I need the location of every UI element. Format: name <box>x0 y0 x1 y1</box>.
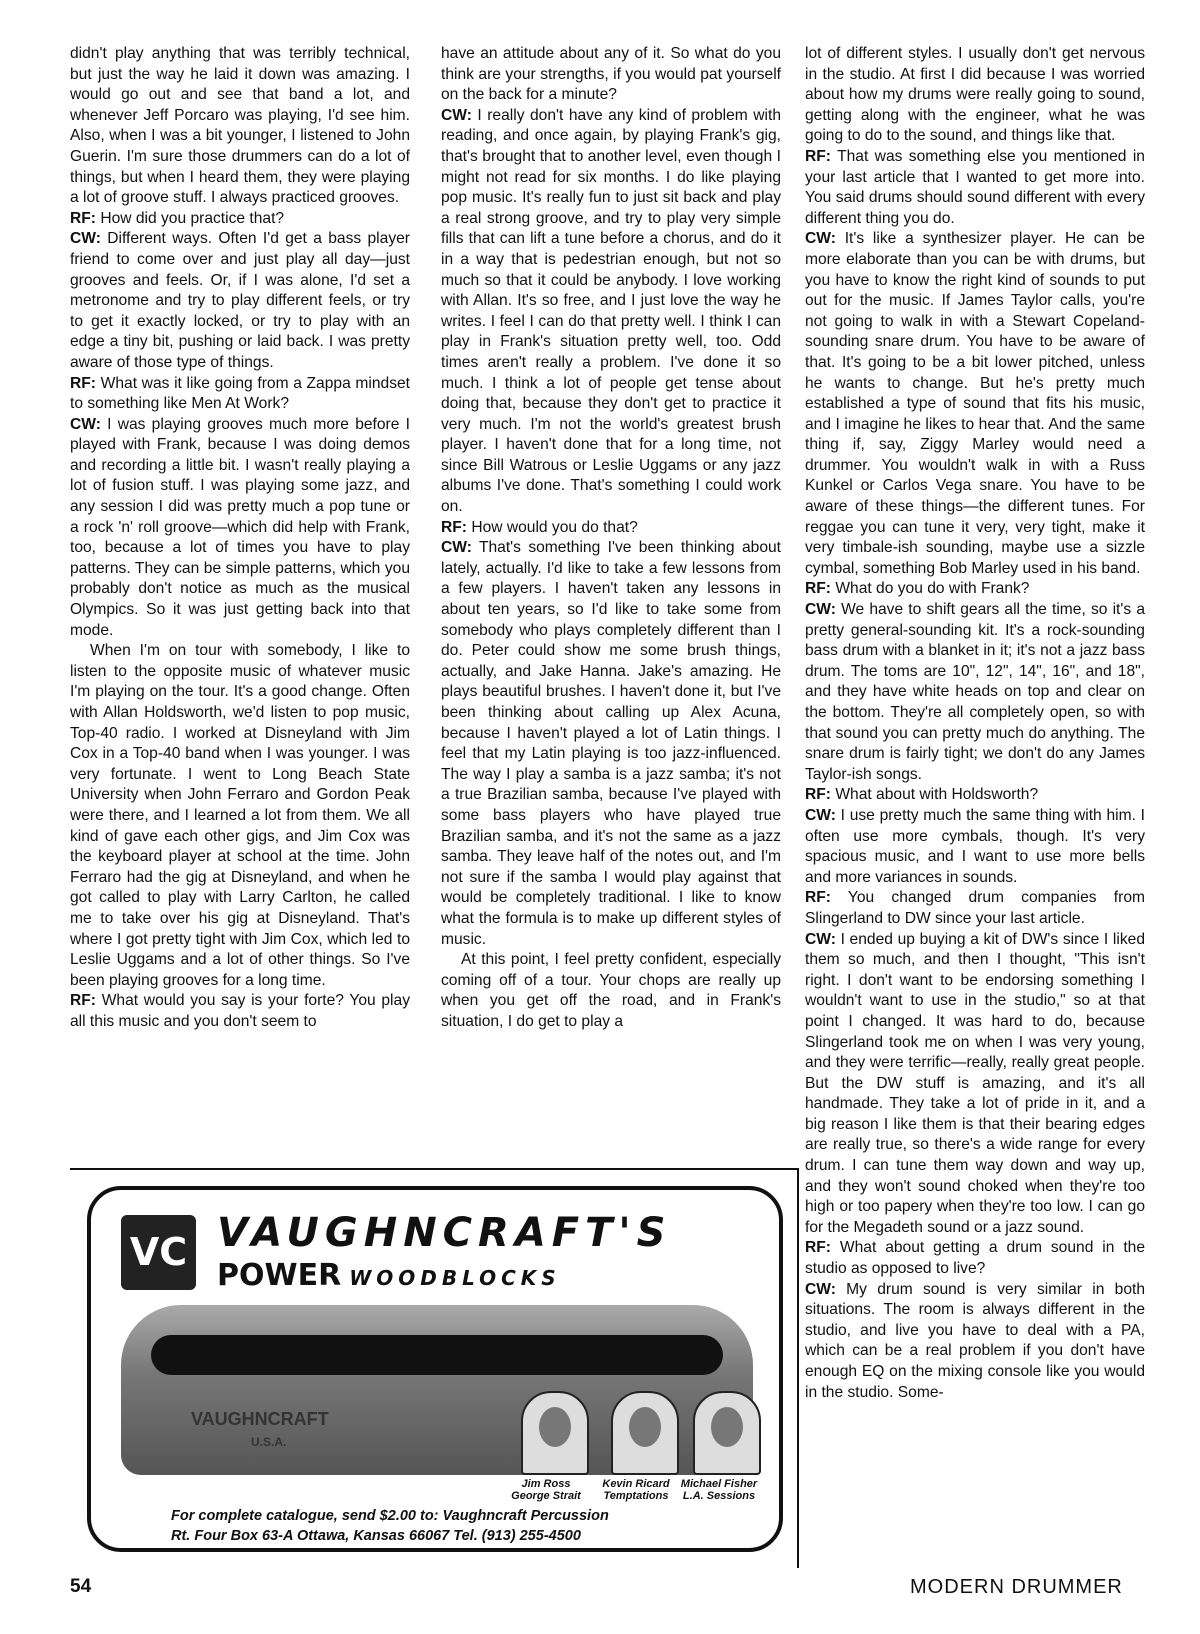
speaker-label: CW: <box>441 539 472 557</box>
paragraph-text: At this point, I feel pretty confident, especially coming off of a tour. Your chops are really up when you get off the road, and in Frank's situation, I do get to play a <box>441 951 781 1030</box>
paragraph-text: How did you practice that? <box>100 209 285 227</box>
speaker-label: RF: <box>70 374 96 392</box>
paragraph-text: have an attitude about any of it. So what do you think are your strengths, if you would pat yourself on the back for a minute? <box>441 45 781 104</box>
paragraph-text: When I'm on tour with somebody, I like to listen to the opposite music of whatever music I'm playing on the tour. It's a good change. Often with Allan Holdsworth, we'd listen to pop music, Top-40 radio. I worked at Disneyland with Jim Cox in a Top-40 band when I was younger. I was very fortunate. I went to Long Beach State University when John Ferraro and Gordon Peak were there, and I learned a lot from them. We all kind of gave each other gigs, and Jim Cox was the keyboard player at school at the time. John Ferraro had the gig at Disneyland, and when he got called to play with Larry Carlton, he called me to take over his gig at Disneyland. That's where I got pretty tight with Jim Cox, which led to Leslie Uggams and a lot of other things. So I've been playing grooves for a long time. <box>70 642 410 989</box>
ad-address-line: Rt. Four Box 63-A Ottawa, Kansas 66067 Tel. (913) 255-4500 <box>171 1528 581 1544</box>
paragraph-text: I really don't have any kind of problem with reading, and once again, by playing Frank's gig, that's brought that to another level, even though I might not read for six months. I do like playing pop music. It's really fun to just sit back and play a real strong groove, and try to play very simple fills that can lift a tune before a chorus, and do it in a way that is pedestrian enough, but not so much so that it could be anybody. I love working with Allan. It's so free, and I just love the way he writes. I feel I can do that pretty well. I think I can play in Frank's situation pretty well, too. Odd times aren't really a problem. I've done it so much. I think a lot of people get tense about doing that, because they don't get to practice it very much. I'm not the world's greatest brush player. I haven't done that for a long time, not since Bill Watrous or Leslie Uggams or any jazz albums I've done. That's something I could work on. <box>441 106 781 516</box>
woodblock-brand: VAUGHNCRAFT <box>191 1409 329 1429</box>
article-column-2 <box>441 44 781 1033</box>
ad-top-rule <box>70 1168 798 1170</box>
vc-logo: VC <box>121 1215 196 1290</box>
endorser-label: Jim Ross George Strait <box>511 1478 581 1502</box>
paragraph-text: Different ways. Often I'd get a bass player friend to come over and just play all day—just grooves and feels. Or, if I was alone, I'd set a metronome and try to play different feels, or try to get it exactly locked, or try to play with an edge a tiny bit, pushing or laid back. I was pretty aware of those type of things. <box>70 230 410 371</box>
paragraph-text: What about getting a drum sound in the studio as opposed to live? <box>805 1239 1145 1278</box>
woodblock-image <box>121 1305 753 1475</box>
speaker-label: CW: <box>805 230 836 248</box>
speaker-label: RF: <box>805 786 831 804</box>
magazine-name: MODERN DRUMMER <box>910 1576 1123 1598</box>
paragraph-text: What do you do with Frank? <box>835 580 1030 598</box>
paragraph-text: What would you say is your forte? You play all this music and you don't seem to <box>70 992 410 1030</box>
vaughncraft-advertisement <box>87 1186 783 1552</box>
page-number: 54 <box>70 1576 92 1597</box>
speaker-label: RF: <box>805 889 831 907</box>
endorser-label: Kevin Ricard Temptations <box>602 1478 670 1502</box>
paragraph-text: That's something I've been thinking about lately, actually. I'd like to take a few lessons from a few players. I haven't taken any lessons in about ten years, so I'd like to take some from somebody who plays completely different than I do. Peter could show me some brush things, actually, and Jake Hanna. Jake's amazing. He plays beautiful brushes. I haven't done it, but I've been thinking about calling up Alex Acuna, because I haven't played a lot of Latin things. I feel that my Latin playing is too jazz-influenced. The way I play a samba is a jazz samba; it's not a true Brazilian samba, because I've played with some bass players who have played true Brazilian samba, and it's not the same as a jazz samba. They leave half of the notes out, and I'm not sure if the samba I would play against that would be completely traditional. I like to know what the formula is to make up different styles of music. <box>441 539 781 948</box>
speaker-label: CW: <box>805 601 836 619</box>
column-rule <box>797 1168 799 1568</box>
article-paragraph <box>70 415 410 642</box>
article-paragraph <box>805 930 1145 1239</box>
article-paragraph <box>70 209 410 230</box>
ad-woodblocks-text: WOODBLOCKS <box>349 1266 561 1290</box>
article-paragraph <box>441 538 781 950</box>
speaker-label: CW: <box>805 806 836 824</box>
article-column-1 <box>70 44 410 1033</box>
article-paragraph <box>441 518 781 539</box>
article-column-3 <box>805 44 1145 1403</box>
article-paragraph <box>70 229 410 373</box>
paragraph-text: What about with Holdsworth? <box>835 786 1039 804</box>
woodblock-origin: U.S.A. <box>251 1435 287 1449</box>
speaker-label: RF: <box>805 580 831 598</box>
paragraph-text: I ended up buying a kit of DW's since I liked them so much, and then I thought, "This isn't right. I don't want to be endorsing something I wouldn't want to use in the studio," so at that point I changed. It was hard to do, because Slingerland took me on when I was very young, and they were terrific—really, really great people. But the DW stuff is amazing, and it's all handmade. They take a lot of pride in it, and a big reason I like them is that their bearing edges are really true, so there's a wide range for every drum. I can tune them way down and way up, and they won't sound choked when they're too high or too papery when they're too low. I can go for the Megadeth sound or a jazz sound. <box>805 930 1145 1236</box>
speaker-label: RF: <box>70 209 96 227</box>
paragraph-text: I was playing grooves much more before I played with Frank, because I was doing demos and recording a little bit. I wasn't really playing a lot of fusion stuff. I was playing some jazz, and any session I did was pretty much a pop tune or a rock 'n' roll groove—which did help with Frank, too, because a lot of times you have to play patterns. They can be simple patterns, which you probably don't notice as much as the musical Olympics. So it was just getting back into that mode. <box>70 415 410 639</box>
article-paragraph <box>70 44 410 209</box>
endorser-photo <box>521 1391 589 1475</box>
article-paragraph <box>805 806 1145 888</box>
article-paragraph <box>70 374 410 415</box>
article-paragraph <box>70 641 410 991</box>
speaker-label: CW: <box>805 1280 836 1298</box>
speaker-label: RF: <box>805 1239 831 1257</box>
article-paragraph <box>805 579 1145 600</box>
paragraph-text: My drum sound is very similar in both situations. The room is always different in the studio, and live you have to deal with a PA, which can be a real problem if you don't have enough EQ on the mixing console like you would in the studio. Some- <box>805 1280 1145 1401</box>
speaker-label: CW: <box>70 415 101 433</box>
paragraph-text: How would you do that? <box>471 518 638 536</box>
speaker-label: RF: <box>70 992 96 1010</box>
article-paragraph <box>805 600 1145 785</box>
speaker-label: CW: <box>441 106 472 124</box>
paragraph-text: What was it like going from a Zappa mindset to something like Men At Work? <box>70 374 410 413</box>
article-paragraph <box>805 1238 1145 1279</box>
article-paragraph <box>441 44 781 106</box>
article-paragraph <box>805 147 1145 229</box>
paragraph-text: You changed drum companies from Slingerland to DW since your last article. <box>805 889 1145 927</box>
article-paragraph <box>441 950 781 1032</box>
ad-power-text: POWER <box>217 1258 342 1293</box>
article-paragraph <box>805 785 1145 806</box>
speaker-label: RF: <box>805 147 831 165</box>
endorser-photo <box>611 1391 679 1475</box>
ad-order-line: For complete catalogue, send $2.00 to: Vaughncraft Percussion <box>171 1508 609 1524</box>
ad-subtitle <box>217 1258 561 1293</box>
speaker-label: RF: <box>441 518 467 536</box>
speaker-label: CW: <box>805 930 836 948</box>
paragraph-text: That was something else you mentioned in your last article that I wanted to get more into. You said drums should sound different with every different thing you do. <box>805 147 1145 227</box>
endorser-photo <box>693 1391 761 1475</box>
woodblock-slot <box>151 1335 723 1375</box>
article-paragraph <box>805 888 1145 929</box>
article-paragraph <box>805 44 1145 147</box>
paragraph-text: didn't play anything that was terribly technical, but just the way he laid it down was amazing. I would go out and see that band a lot, and whenever Jeff Porcaro was playing, I'd see him. Also, when I was a bit younger, I listened to John Guerin. I'm sure those drummers can do a lot of things, but when I heard them, they were playing a lot of groove stuff. I always practiced grooves. <box>70 45 410 207</box>
speaker-label: CW: <box>70 230 101 248</box>
paragraph-text: It's like a synthesizer player. He can be more elaborate than you can be with drums, but you have to know the right kind of sounds to put out for the music. If James Taylor calls, you're not going to walk in with a Stewart Copeland-sounding snare drum. You have to be aware of that. It's going to be a bit lower pitched, unless he wants to change. But he's pretty much established a type of sound that fits his music, and I imagine he likes to hear that. And the same thing if, say, Ziggy Marley would need a drummer. You wouldn't walk in with a Russ Kunkel or Carlos Vega snare. You have to be aware of these things—the different tunes. For reggae you can tune it very, very tight, make it very timbale-ish sounding, maybe use a sizzle cymbal, something Bob Marley used in his band. <box>805 230 1145 577</box>
article-paragraph <box>805 1280 1145 1404</box>
paragraph-text: We have to shift gears all the time, so it's a pretty general-sounding kit. It's a rock-sounding bass drum with a blanket in it; it's not a jazz bass drum. The toms are 10", 12", 14", 16", and 18", and they have white heads on top and clear on the bottom. They're all completely open, so with that sound you can pretty much do anything. The snare drum is fairly tight; we don't do any James Taylor-ish songs. <box>805 601 1145 783</box>
paragraph-text: lot of different styles. I usually don't get nervous in the studio. At first I did because I was worried about how my drums were really going to sound, getting along with the engineer, what he was going to do to the sound, and things like that. <box>805 45 1145 145</box>
paragraph-text: I use pretty much the same thing with him. I often use more cymbals, though. It's very spacious music, and I want to use more bells and more variances in sounds. <box>805 806 1145 886</box>
article-paragraph <box>70 991 410 1032</box>
article-paragraph <box>441 106 781 518</box>
ad-title: VAUGHNCRAFT'S <box>217 1210 672 1256</box>
article-paragraph <box>805 229 1145 579</box>
endorser-label: Michael Fisher L.A. Sessions <box>680 1478 758 1502</box>
